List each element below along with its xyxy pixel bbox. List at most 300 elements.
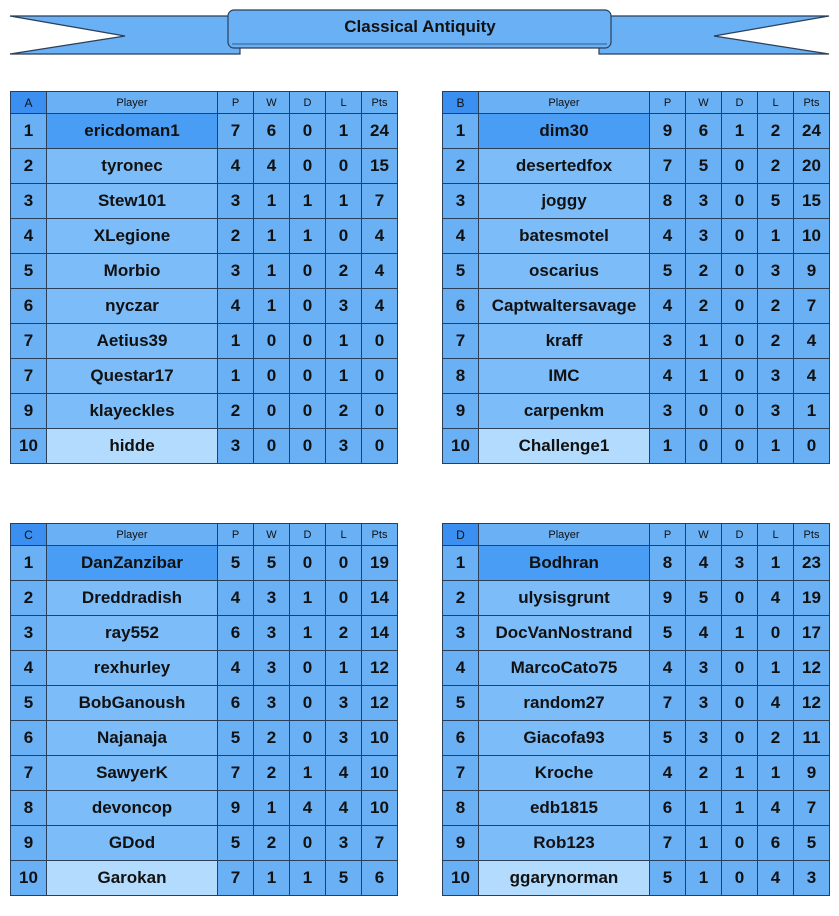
table-row bbox=[11, 254, 398, 289]
lost-cell: 1 bbox=[758, 429, 794, 464]
rank-cell: 10 bbox=[11, 861, 47, 896]
played-cell: 7 bbox=[650, 826, 686, 861]
rank-cell: 1 bbox=[443, 546, 479, 581]
points-cell: 17 bbox=[794, 616, 830, 651]
drawn-cell: 1 bbox=[290, 219, 326, 254]
rank-cell: 7 bbox=[443, 756, 479, 791]
lost-cell: 1 bbox=[326, 184, 362, 219]
points-cell: 14 bbox=[362, 616, 398, 651]
drawn-cell: 0 bbox=[290, 289, 326, 324]
lost-cell: 4 bbox=[758, 861, 794, 896]
rank-cell: 9 bbox=[11, 394, 47, 429]
points-cell: 12 bbox=[362, 651, 398, 686]
lost-cell: 1 bbox=[758, 219, 794, 254]
rank-cell: 1 bbox=[11, 114, 47, 149]
points-cell: 7 bbox=[362, 184, 398, 219]
won-cell: 1 bbox=[686, 826, 722, 861]
points-cell: 12 bbox=[794, 651, 830, 686]
table-row bbox=[11, 289, 398, 324]
points-cell: 20 bbox=[794, 149, 830, 184]
won-cell: 4 bbox=[686, 546, 722, 581]
table-row bbox=[443, 756, 830, 791]
played-cell: 9 bbox=[650, 581, 686, 616]
rank-cell: 5 bbox=[11, 254, 47, 289]
drawn-cell: 1 bbox=[722, 616, 758, 651]
player-name: batesmotel bbox=[479, 219, 650, 254]
played-cell: 4 bbox=[650, 289, 686, 324]
table-row bbox=[443, 861, 830, 896]
table-row bbox=[11, 791, 398, 826]
table-row bbox=[443, 359, 830, 394]
won-cell: 0 bbox=[254, 324, 290, 359]
played-cell: 4 bbox=[650, 756, 686, 791]
lost-cell: 2 bbox=[758, 114, 794, 149]
lost-cell: 1 bbox=[326, 114, 362, 149]
player-name: DanZanzibar bbox=[47, 546, 218, 581]
table-row bbox=[443, 721, 830, 756]
table-row bbox=[443, 686, 830, 721]
drawn-cell: 0 bbox=[290, 651, 326, 686]
points-cell: 7 bbox=[794, 289, 830, 324]
lost-cell: 6 bbox=[758, 826, 794, 861]
won-cell: 5 bbox=[254, 546, 290, 581]
points-cell: 3 bbox=[794, 861, 830, 896]
drawn-cell: 0 bbox=[722, 581, 758, 616]
player-name: klayeckles bbox=[47, 394, 218, 429]
rank-cell: 7 bbox=[443, 324, 479, 359]
drawn-cell: 0 bbox=[722, 651, 758, 686]
points-header: Pts bbox=[794, 92, 830, 114]
table-row bbox=[11, 429, 398, 464]
player-name: Aetius39 bbox=[47, 324, 218, 359]
points-cell: 9 bbox=[794, 254, 830, 289]
rank-cell: 4 bbox=[11, 219, 47, 254]
rank-cell: 4 bbox=[11, 651, 47, 686]
won-header: W bbox=[254, 524, 290, 546]
points-cell: 23 bbox=[794, 546, 830, 581]
won-cell: 1 bbox=[254, 861, 290, 896]
table-row bbox=[11, 686, 398, 721]
drawn-cell: 3 bbox=[722, 546, 758, 581]
won-cell: 5 bbox=[686, 581, 722, 616]
drawn-cell: 0 bbox=[290, 826, 326, 861]
won-header: W bbox=[686, 92, 722, 114]
points-cell: 4 bbox=[362, 219, 398, 254]
won-cell: 3 bbox=[686, 651, 722, 686]
drawn-cell: 0 bbox=[722, 184, 758, 219]
points-cell: 24 bbox=[794, 114, 830, 149]
player-name: Questar17 bbox=[47, 359, 218, 394]
drawn-cell: 0 bbox=[722, 394, 758, 429]
rank-cell: 10 bbox=[11, 429, 47, 464]
table-row bbox=[11, 219, 398, 254]
drawn-cell: 0 bbox=[290, 359, 326, 394]
played-cell: 4 bbox=[218, 289, 254, 324]
table-row bbox=[11, 826, 398, 861]
drawn-cell: 0 bbox=[722, 149, 758, 184]
played-cell: 6 bbox=[218, 616, 254, 651]
table-row bbox=[443, 546, 830, 581]
table-row bbox=[443, 254, 830, 289]
lost-cell: 0 bbox=[326, 219, 362, 254]
rank-cell: 1 bbox=[443, 114, 479, 149]
rank-cell: 3 bbox=[11, 616, 47, 651]
won-cell: 6 bbox=[686, 114, 722, 149]
played-cell: 2 bbox=[218, 394, 254, 429]
table-row bbox=[11, 546, 398, 581]
lost-cell: 3 bbox=[326, 721, 362, 756]
lost-cell: 3 bbox=[326, 686, 362, 721]
lost-header: L bbox=[758, 92, 794, 114]
table-row bbox=[443, 149, 830, 184]
points-cell: 0 bbox=[362, 359, 398, 394]
drawn-cell: 1 bbox=[722, 756, 758, 791]
points-cell: 6 bbox=[362, 861, 398, 896]
points-cell: 19 bbox=[794, 581, 830, 616]
points-cell: 0 bbox=[362, 429, 398, 464]
lost-cell: 1 bbox=[758, 651, 794, 686]
points-cell: 15 bbox=[794, 184, 830, 219]
table-row bbox=[443, 826, 830, 861]
won-cell: 0 bbox=[254, 394, 290, 429]
player-name: ericdoman1 bbox=[47, 114, 218, 149]
drawn-cell: 0 bbox=[722, 324, 758, 359]
drawn-cell: 1 bbox=[290, 581, 326, 616]
points-cell: 5 bbox=[794, 826, 830, 861]
drawn-cell: 0 bbox=[722, 721, 758, 756]
played-cell: 4 bbox=[650, 219, 686, 254]
title-banner bbox=[0, 0, 839, 60]
lost-cell: 2 bbox=[326, 616, 362, 651]
lost-cell: 2 bbox=[758, 289, 794, 324]
drawn-cell: 1 bbox=[290, 184, 326, 219]
played-cell: 4 bbox=[218, 651, 254, 686]
lost-cell: 0 bbox=[326, 149, 362, 184]
won-cell: 2 bbox=[254, 826, 290, 861]
points-cell: 4 bbox=[794, 324, 830, 359]
group-letter: C bbox=[11, 524, 47, 546]
group-letter: A bbox=[11, 92, 47, 114]
drawn-cell: 0 bbox=[722, 429, 758, 464]
player-name: carpenkm bbox=[479, 394, 650, 429]
points-cell: 7 bbox=[362, 826, 398, 861]
player-name: SawyerK bbox=[47, 756, 218, 791]
played-cell: 5 bbox=[650, 616, 686, 651]
drawn-cell: 0 bbox=[290, 546, 326, 581]
player-name: edb1815 bbox=[479, 791, 650, 826]
won-cell: 2 bbox=[254, 721, 290, 756]
won-cell: 3 bbox=[254, 651, 290, 686]
points-cell: 10 bbox=[362, 791, 398, 826]
points-cell: 9 bbox=[794, 756, 830, 791]
drawn-cell: 0 bbox=[722, 254, 758, 289]
won-cell: 3 bbox=[686, 686, 722, 721]
rank-cell: 9 bbox=[11, 826, 47, 861]
player-name: Captwaltersavage bbox=[479, 289, 650, 324]
played-header: P bbox=[650, 92, 686, 114]
points-cell: 15 bbox=[362, 149, 398, 184]
won-cell: 3 bbox=[686, 219, 722, 254]
table-row bbox=[443, 219, 830, 254]
player-name: dim30 bbox=[479, 114, 650, 149]
rank-cell: 9 bbox=[443, 394, 479, 429]
player-name: Garokan bbox=[47, 861, 218, 896]
lost-cell: 4 bbox=[326, 756, 362, 791]
lost-cell: 2 bbox=[326, 394, 362, 429]
points-cell: 12 bbox=[362, 686, 398, 721]
player-name: devoncop bbox=[47, 791, 218, 826]
table-row bbox=[443, 114, 830, 149]
drawn-cell: 0 bbox=[722, 289, 758, 324]
rank-cell: 5 bbox=[11, 686, 47, 721]
won-cell: 2 bbox=[686, 289, 722, 324]
player-name: desertedfox bbox=[479, 149, 650, 184]
played-cell: 2 bbox=[218, 219, 254, 254]
won-cell: 1 bbox=[686, 359, 722, 394]
points-cell: 0 bbox=[794, 429, 830, 464]
drawn-cell: 1 bbox=[290, 756, 326, 791]
won-cell: 3 bbox=[686, 184, 722, 219]
drawn-cell: 0 bbox=[290, 686, 326, 721]
rank-cell: 2 bbox=[11, 581, 47, 616]
points-cell: 14 bbox=[362, 581, 398, 616]
drawn-cell: 0 bbox=[722, 686, 758, 721]
played-cell: 7 bbox=[218, 861, 254, 896]
played-header: P bbox=[218, 524, 254, 546]
drawn-header: D bbox=[290, 524, 326, 546]
points-cell: 12 bbox=[794, 686, 830, 721]
rank-cell: 6 bbox=[11, 289, 47, 324]
played-cell: 5 bbox=[650, 861, 686, 896]
lost-cell: 1 bbox=[758, 546, 794, 581]
lost-cell: 0 bbox=[326, 546, 362, 581]
player-name: joggy bbox=[479, 184, 650, 219]
won-header: W bbox=[254, 92, 290, 114]
rank-cell: 7 bbox=[11, 359, 47, 394]
lost-cell: 2 bbox=[758, 721, 794, 756]
lost-cell: 3 bbox=[326, 289, 362, 324]
player-name: hidde bbox=[47, 429, 218, 464]
player-header: Player bbox=[47, 524, 218, 546]
played-cell: 3 bbox=[218, 254, 254, 289]
points-cell: 11 bbox=[794, 721, 830, 756]
lost-cell: 0 bbox=[758, 616, 794, 651]
rank-cell: 3 bbox=[443, 184, 479, 219]
played-header: P bbox=[650, 524, 686, 546]
rank-cell: 3 bbox=[443, 616, 479, 651]
drawn-cell: 0 bbox=[290, 149, 326, 184]
rank-cell: 7 bbox=[11, 324, 47, 359]
table-row bbox=[11, 721, 398, 756]
table-row bbox=[443, 791, 830, 826]
player-name: kraff bbox=[479, 324, 650, 359]
lost-cell: 3 bbox=[326, 429, 362, 464]
table-row bbox=[11, 651, 398, 686]
player-name: BobGanoush bbox=[47, 686, 218, 721]
won-cell: 3 bbox=[254, 616, 290, 651]
played-cell: 9 bbox=[218, 791, 254, 826]
table-row bbox=[443, 394, 830, 429]
lost-cell: 3 bbox=[758, 394, 794, 429]
table-row bbox=[443, 289, 830, 324]
points-header: Pts bbox=[794, 524, 830, 546]
played-cell: 4 bbox=[218, 149, 254, 184]
points-cell: 4 bbox=[794, 359, 830, 394]
lost-cell: 4 bbox=[326, 791, 362, 826]
points-cell: 10 bbox=[362, 756, 398, 791]
rank-cell: 5 bbox=[443, 254, 479, 289]
rank-cell: 2 bbox=[11, 149, 47, 184]
won-cell: 1 bbox=[686, 791, 722, 826]
played-cell: 5 bbox=[218, 826, 254, 861]
table-row bbox=[11, 581, 398, 616]
won-cell: 0 bbox=[686, 429, 722, 464]
player-name: XLegione bbox=[47, 219, 218, 254]
played-cell: 4 bbox=[218, 581, 254, 616]
table-row bbox=[11, 359, 398, 394]
player-header: Player bbox=[479, 92, 650, 114]
header-row bbox=[443, 92, 830, 114]
player-name: ulysisgrunt bbox=[479, 581, 650, 616]
drawn-header: D bbox=[290, 92, 326, 114]
won-header: W bbox=[686, 524, 722, 546]
drawn-cell: 0 bbox=[290, 394, 326, 429]
drawn-cell: 1 bbox=[722, 114, 758, 149]
points-cell: 10 bbox=[794, 219, 830, 254]
rank-cell: 2 bbox=[443, 581, 479, 616]
table-row bbox=[443, 651, 830, 686]
rank-cell: 6 bbox=[443, 289, 479, 324]
played-cell: 1 bbox=[218, 359, 254, 394]
rank-cell: 4 bbox=[443, 219, 479, 254]
won-cell: 3 bbox=[686, 721, 722, 756]
group-table-c bbox=[10, 523, 398, 896]
lost-header: L bbox=[758, 524, 794, 546]
lost-cell: 1 bbox=[326, 324, 362, 359]
rank-cell: 5 bbox=[443, 686, 479, 721]
won-cell: 0 bbox=[254, 429, 290, 464]
points-cell: 7 bbox=[794, 791, 830, 826]
played-cell: 6 bbox=[650, 791, 686, 826]
won-cell: 6 bbox=[254, 114, 290, 149]
drawn-cell: 0 bbox=[290, 429, 326, 464]
lost-cell: 3 bbox=[758, 254, 794, 289]
points-cell: 1 bbox=[794, 394, 830, 429]
points-header: Pts bbox=[362, 524, 398, 546]
points-header: Pts bbox=[362, 92, 398, 114]
table-row bbox=[11, 756, 398, 791]
player-header: Player bbox=[47, 92, 218, 114]
rank-cell: 2 bbox=[443, 149, 479, 184]
drawn-cell: 4 bbox=[290, 791, 326, 826]
table-row bbox=[11, 184, 398, 219]
played-cell: 4 bbox=[650, 651, 686, 686]
drawn-cell: 0 bbox=[722, 861, 758, 896]
rank-cell: 6 bbox=[11, 721, 47, 756]
lost-cell: 0 bbox=[326, 581, 362, 616]
lost-cell: 5 bbox=[758, 184, 794, 219]
rank-cell: 8 bbox=[443, 359, 479, 394]
player-name: DocVanNostrand bbox=[479, 616, 650, 651]
table-row bbox=[11, 394, 398, 429]
won-cell: 1 bbox=[254, 791, 290, 826]
rank-cell: 7 bbox=[11, 756, 47, 791]
group-letter: B bbox=[443, 92, 479, 114]
drawn-cell: 0 bbox=[290, 254, 326, 289]
lost-cell: 1 bbox=[326, 359, 362, 394]
page-title: Classical Antiquity bbox=[344, 17, 496, 36]
group-table-b bbox=[442, 91, 830, 464]
lost-cell: 1 bbox=[326, 651, 362, 686]
rank-cell: 8 bbox=[11, 791, 47, 826]
lost-cell: 3 bbox=[326, 826, 362, 861]
won-cell: 2 bbox=[686, 756, 722, 791]
player-name: Najanaja bbox=[47, 721, 218, 756]
player-name: ggarynorman bbox=[479, 861, 650, 896]
won-cell: 2 bbox=[686, 254, 722, 289]
group-table-d bbox=[442, 523, 830, 896]
drawn-header: D bbox=[722, 524, 758, 546]
table-row bbox=[11, 861, 398, 896]
drawn-header: D bbox=[722, 92, 758, 114]
points-cell: 4 bbox=[362, 289, 398, 324]
won-cell: 1 bbox=[254, 184, 290, 219]
played-cell: 3 bbox=[218, 429, 254, 464]
won-cell: 1 bbox=[254, 289, 290, 324]
points-cell: 4 bbox=[362, 254, 398, 289]
won-cell: 1 bbox=[686, 324, 722, 359]
lost-cell: 3 bbox=[758, 359, 794, 394]
played-cell: 3 bbox=[218, 184, 254, 219]
drawn-cell: 0 bbox=[290, 721, 326, 756]
played-cell: 3 bbox=[650, 324, 686, 359]
player-name: oscarius bbox=[479, 254, 650, 289]
points-cell: 19 bbox=[362, 546, 398, 581]
won-cell: 3 bbox=[254, 686, 290, 721]
won-cell: 4 bbox=[686, 616, 722, 651]
rank-cell: 10 bbox=[443, 429, 479, 464]
drawn-cell: 0 bbox=[290, 324, 326, 359]
won-cell: 1 bbox=[686, 861, 722, 896]
rank-cell: 3 bbox=[11, 184, 47, 219]
player-name: random27 bbox=[479, 686, 650, 721]
table-row bbox=[11, 149, 398, 184]
won-cell: 2 bbox=[254, 756, 290, 791]
played-cell: 1 bbox=[650, 429, 686, 464]
player-header: Player bbox=[479, 524, 650, 546]
table-row bbox=[443, 184, 830, 219]
player-name: Challenge1 bbox=[479, 429, 650, 464]
played-cell: 7 bbox=[218, 756, 254, 791]
table-row bbox=[443, 429, 830, 464]
player-name: Stew101 bbox=[47, 184, 218, 219]
played-cell: 7 bbox=[650, 686, 686, 721]
player-name: IMC bbox=[479, 359, 650, 394]
played-header: P bbox=[218, 92, 254, 114]
won-cell: 0 bbox=[686, 394, 722, 429]
lost-cell: 4 bbox=[758, 686, 794, 721]
table-row bbox=[11, 324, 398, 359]
points-cell: 24 bbox=[362, 114, 398, 149]
group-table-a bbox=[10, 91, 398, 464]
lost-header: L bbox=[326, 524, 362, 546]
rank-cell: 4 bbox=[443, 651, 479, 686]
lost-cell: 5 bbox=[326, 861, 362, 896]
player-name: tyronec bbox=[47, 149, 218, 184]
played-cell: 9 bbox=[650, 114, 686, 149]
player-name: Kroche bbox=[479, 756, 650, 791]
header-row bbox=[443, 524, 830, 546]
